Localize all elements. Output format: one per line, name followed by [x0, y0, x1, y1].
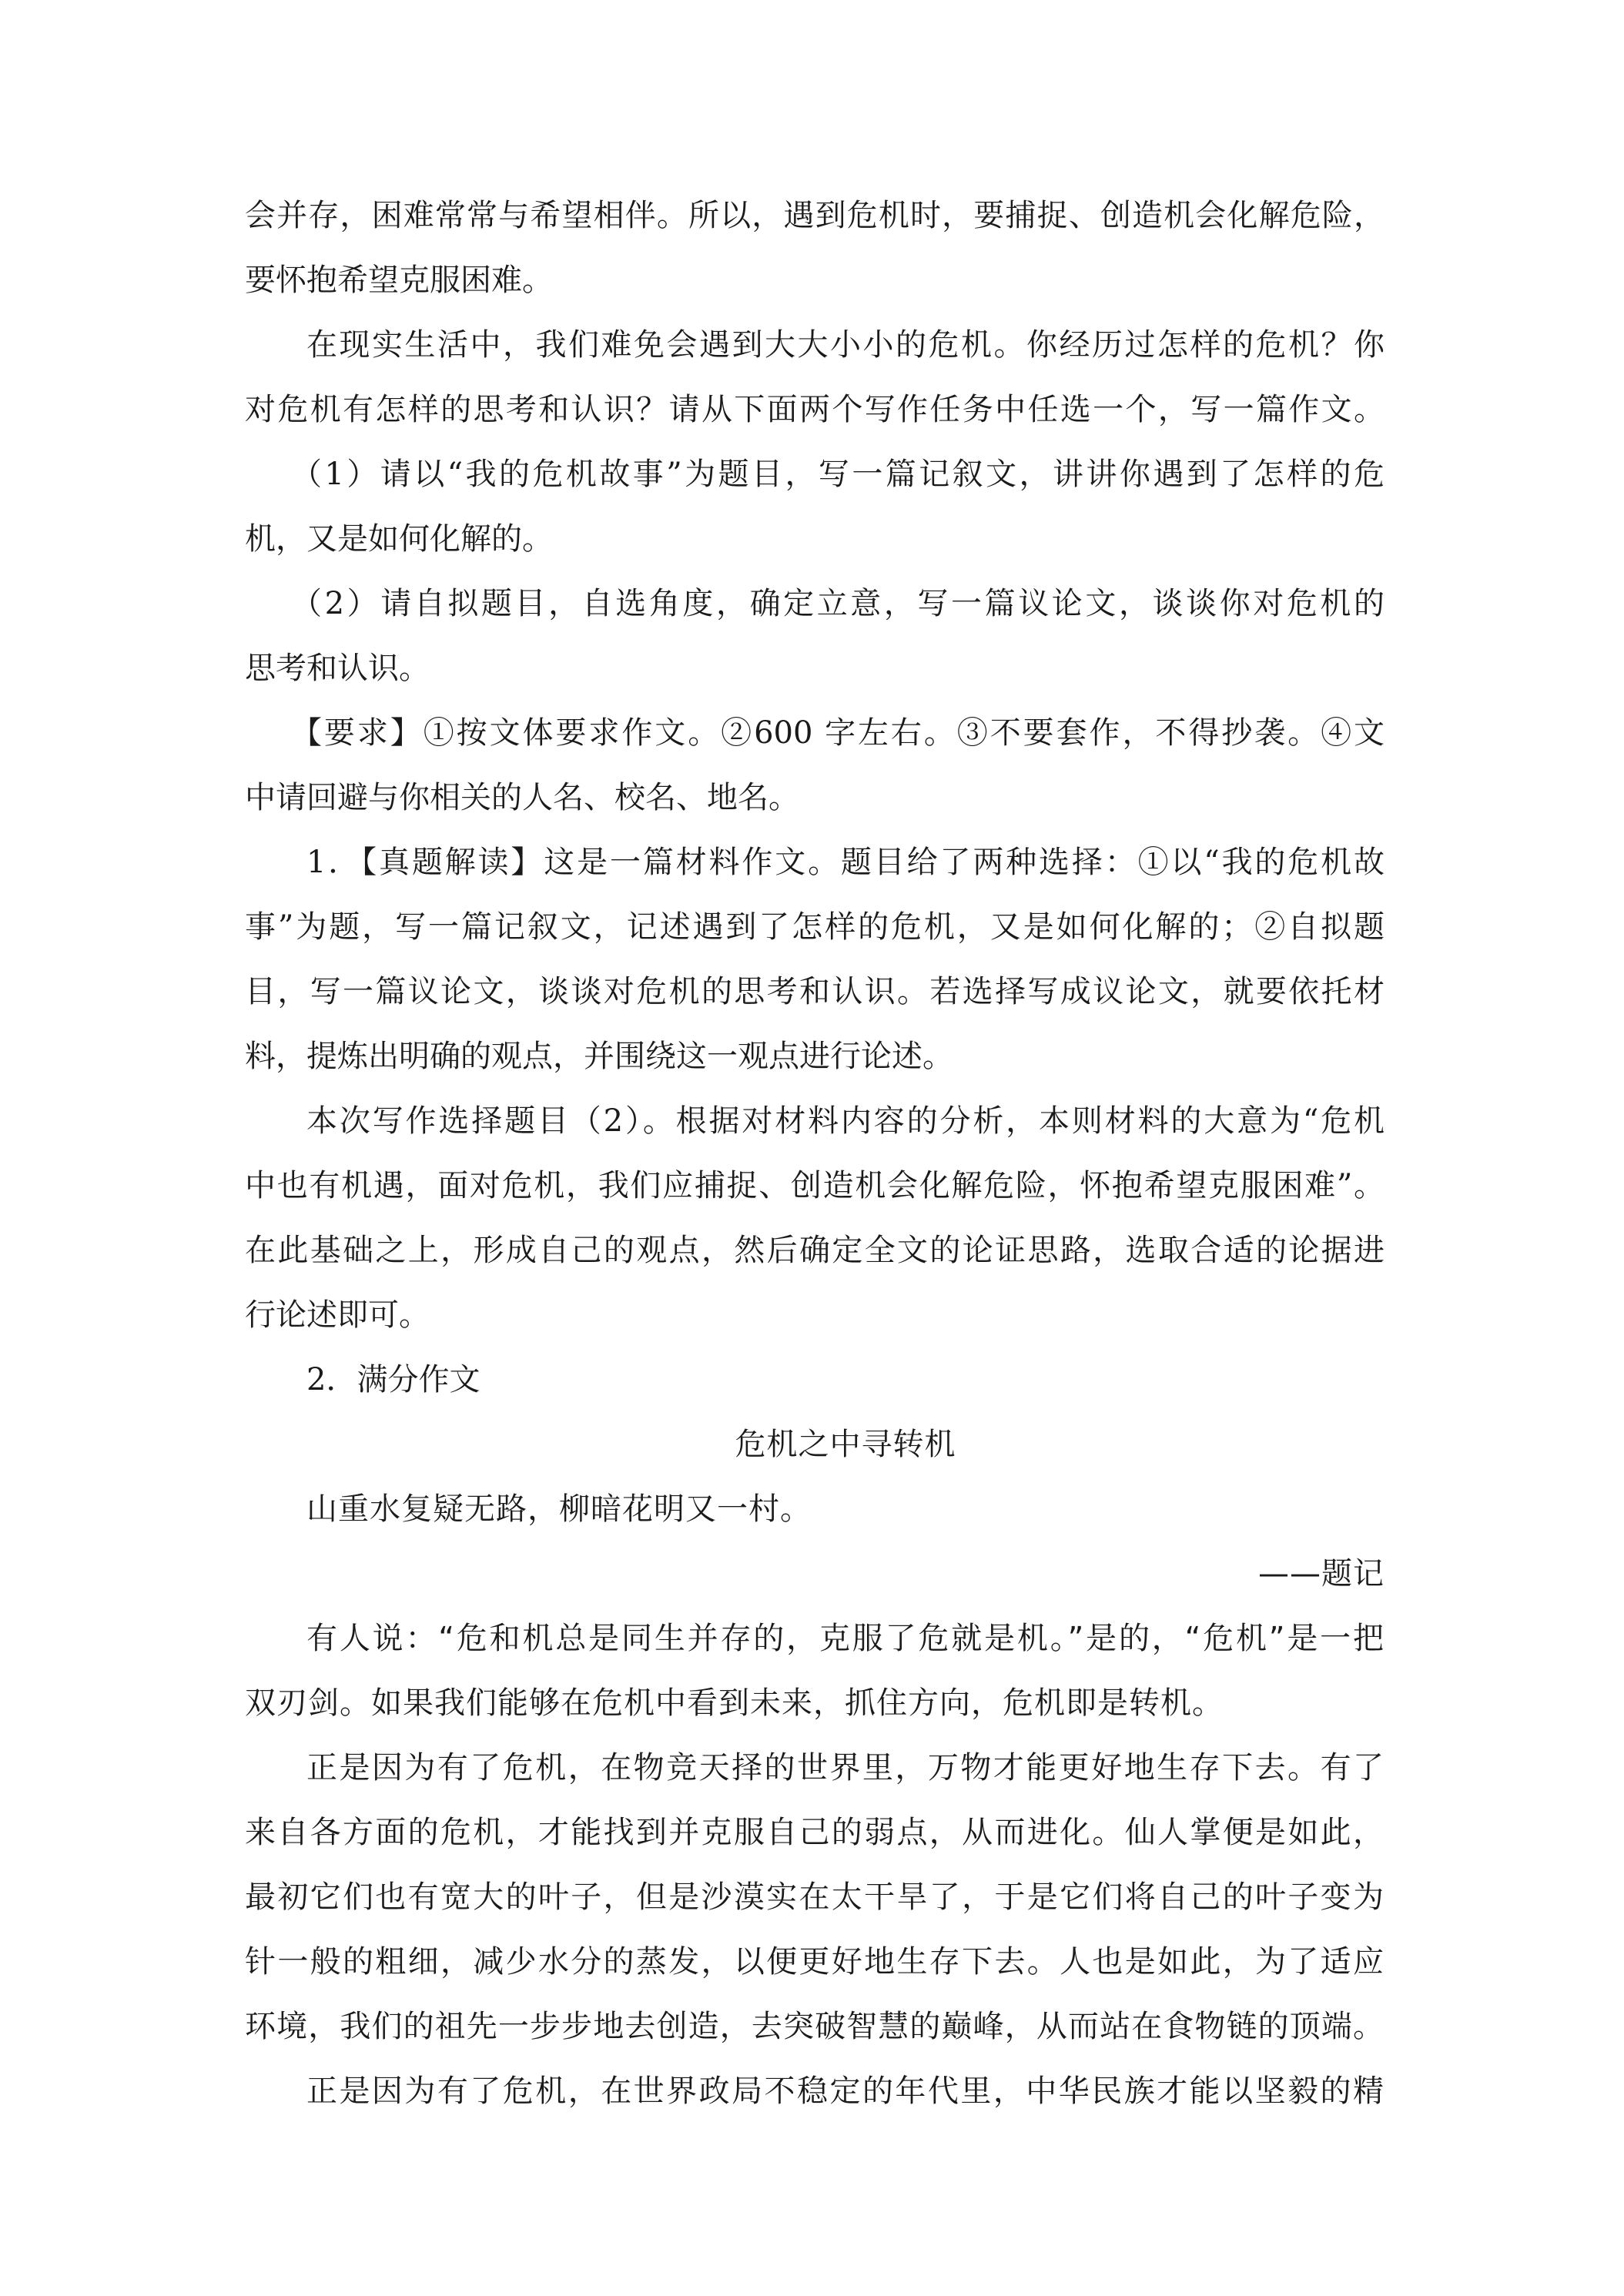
- essay-line: 双刃剑。如果我们能够在危机中看到未来，抓住方向，危机即是转机。: [245, 1685, 1224, 1721]
- text-line: 机，又是如何化解的。: [245, 521, 553, 557]
- essay-title: 危机之中寻转机: [735, 1427, 956, 1462]
- essay-line: 有人说：“危和机总是同生并存的，克服了危就是机。”是的，“危机”是一把: [306, 1621, 1385, 1656]
- essay-line: 来自各方面的危机，才能找到并克服自己的弱点，从而进化。仙人掌便是如此，: [245, 1815, 1385, 1850]
- text-line: （2）请自拟题目，自选角度，确定立意，写一篇议论文，谈谈你对危机的: [291, 586, 1385, 621]
- text-line: 本次写作选择题目（2）。根据对材料内容的分析，本则材料的大意为“危机: [306, 1103, 1385, 1139]
- essay-line: 正是因为有了危机，在世界政局不稳定的年代里，中华民族才能以坚毅的精: [306, 2073, 1385, 2109]
- text-line: 中也有机遇，面对危机，我们应捕捉、创造机会化解危险，怀抱希望克服困难”。: [245, 1168, 1385, 1203]
- essay-line: 环境，我们的祖先一步步地去创造，去突破智慧的巅峰，从而站在食物链的顶端。: [245, 2009, 1385, 2044]
- epigraph-attribution: ——题记: [1258, 1556, 1385, 1591]
- text-line: 【要求】①按文体要求作文。②600 字左右。③不要套作，不得抄袭。④文: [291, 715, 1385, 751]
- text-line: 料，提炼出明确的观点，并围绕这一观点进行论述。: [245, 1039, 953, 1074]
- text-line: 在此基础之上，形成自己的观点，然后确定全文的论证思路，选取合适的论据进: [245, 1233, 1385, 1268]
- text-line: 要怀抱希望克服困难。: [245, 263, 553, 298]
- text-line: 在现实生活中，我们难免会遇到大大小小的危机。你经历过怎样的危机？你: [306, 327, 1385, 363]
- text-line: 事”为题，写一篇记叙文，记述遇到了怎样的危机，又是如何化解的；②自拟题: [245, 909, 1385, 945]
- text-line: 行论述即可。: [245, 1297, 430, 1333]
- text-line: 目，写一篇议论文，谈谈对危机的思考和认识。若选择写成议论文，就要依托材: [245, 974, 1385, 1009]
- text-line: 对危机有怎样的思考和认识？请从下面两个写作任务中任选一个，写一篇作文。: [245, 392, 1385, 427]
- essay-line: 最初它们也有宽大的叶子，但是沙漠实在太干旱了，于是它们将自己的叶子变为: [245, 1879, 1385, 1915]
- text-line: 思考和认识。: [245, 651, 430, 686]
- essay-line: 针一般的粗细，减少水分的蒸发，以便更好地生存下去。人也是如此，为了适应: [245, 1944, 1385, 1980]
- epigraph: 山重水复疑无路，柳暗花明又一村。: [306, 1491, 812, 1527]
- text-line: 1．【真题解读】这是一篇材料作文。题目给了两种选择：①以“我的危机故: [306, 845, 1385, 880]
- section-heading: 2．满分作文: [306, 1362, 481, 1397]
- essay-line: 正是因为有了危机，在物竞天择的世界里，万物才能更好地生存下去。有了: [306, 1750, 1385, 1786]
- text-line: 会并存，困难常常与希望相伴。所以，遇到危机时，要捕捉、创造机会化解危险，: [245, 198, 1385, 233]
- text-line: 中请回避与你相关的人名、校名、地名。: [245, 780, 799, 815]
- text-line: （1）请以“我的危机故事”为题目，写一篇记叙文，讲讲你遇到了怎样的危: [291, 457, 1385, 492]
